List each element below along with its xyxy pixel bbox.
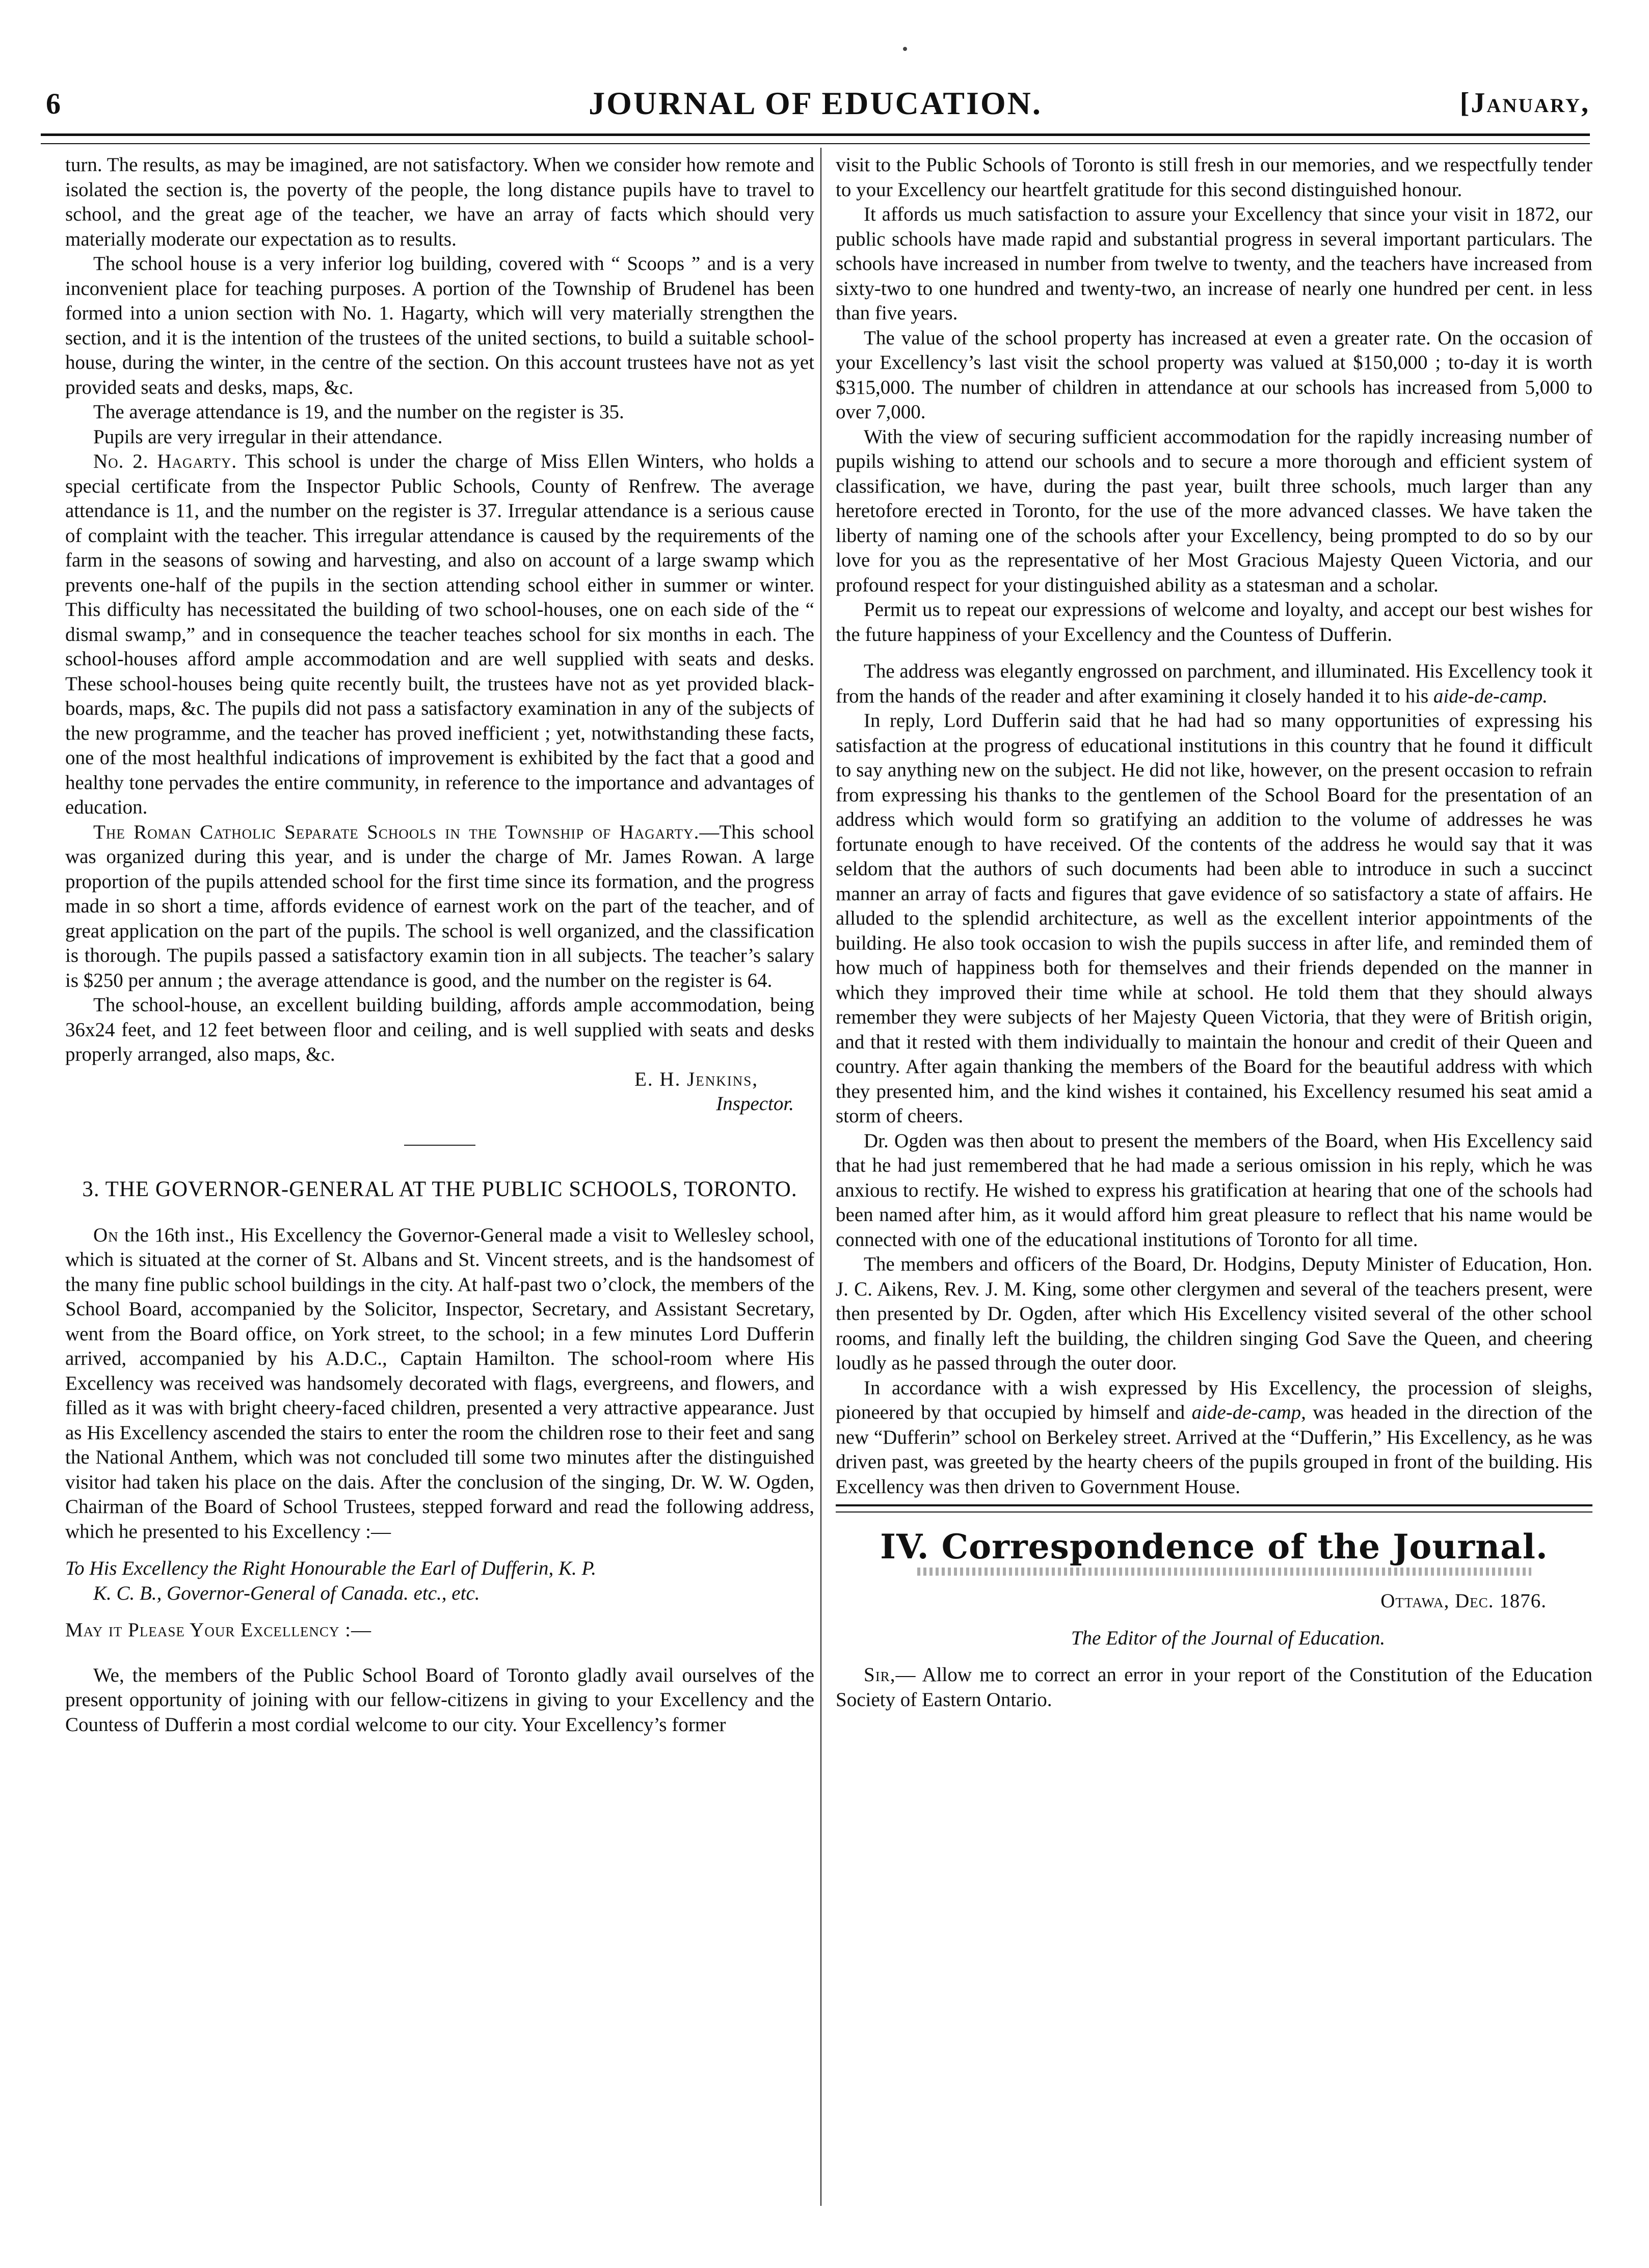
issue-month: [January, <box>1459 87 1590 119</box>
paragraph: With the view of securing sufficient accommodation for the rapidly increasing number of pupils wishing to attend our schools and to secure a more thorough and efficient system of classification, we have, during the past year, built three schools, much larger than any heretofore erected in Toronto, for the use of the more advanced classes. We have taken the liberty of naming one of the schools after your Excellency, being prompted to do so by our love for you as the representative of her Most Gracious Majesty Queen Victoria, and our profound respect for your distinguished ability as a statesman and a scholar. <box>836 425 1592 596</box>
paragraph <box>65 820 814 993</box>
paragraph-lead: No. 2. Hagarty. <box>93 450 237 472</box>
spacer <box>836 647 1592 659</box>
spacer <box>65 1606 814 1618</box>
paragraph-lead: Sir, <box>864 1664 896 1686</box>
paragraph-body: — Allow me to correct an error in your report of the Constitution of the Education Society of Eastern Ontario. <box>836 1664 1592 1711</box>
paragraph <box>836 659 1592 709</box>
letter-addressee: The Editor of the Journal of Education. <box>1071 1627 1386 1649</box>
paragraph <box>65 1223 814 1545</box>
paragraph-body: the 16th inst., His Excellency the Governor-General made a visit to Wellesley school, which is situated at the corner of St. Albans and St. Vincent streets, and is the handsomest of the many fine public school buildings in the city. At half-past two o’clock, the members of the School Board, accompanied by the Solicitor, Inspector, Secretary, and Assistant Secretary, went from the Board office, on York street, to the school; in a few minutes Lord Dufferin arrived, accompanied by his A.D.C., Captain Hamilton. The school-room where His Excellency was received was handsomely decorated with flags, evergreens, and flowers, and filled as it was with bright cheery-faced children, presented a very attractive appearance. Just as His Excellency ascended the stairs to enter the room the children rose to their feet and sang the National Anthem, which was not concluded till some two minutes after the distinguished visitor had taken his place on the dais. After the conclusion of the singing, Dr. W. W. Ogden, Chairman of the Board of School Trustees, stepped forward and read the following address, which he presented to his Excellency :— <box>65 1224 814 1543</box>
paragraph: The school-house, an excellent building building, affords ample accommodation, being 36x24 feet, and 12 feet between floor and ceiling, and is well supplied with seats and desks properly arranged, also maps, &c. <box>65 994 814 1065</box>
header-double-rule <box>41 133 1590 144</box>
print-speck <box>903 47 907 51</box>
page-header <box>41 82 1590 127</box>
signature-role: Inspector. <box>716 1093 794 1115</box>
paragraph: Pupils are very irregular in their attendance. <box>93 425 443 448</box>
paragraph-body: The address was elegantly engrossed on parchment, and illuminated. His Excellency took it from the hands of the reader and after examining it closely handed it to his <box>836 660 1592 707</box>
italic-term: aide-de-camp, <box>1191 1401 1306 1423</box>
address-recipient-line: To His Excellency the Right Honourable the Earl of Dufferin, K. P. <box>65 1557 597 1579</box>
address-recipient <box>65 1556 814 1606</box>
letter-dateline: Ottawa, Dec. 1876. <box>1380 1590 1547 1612</box>
left-column <box>65 153 814 2221</box>
italic-term: aide-de-camp. <box>1433 685 1548 707</box>
spacer <box>836 1651 1592 1663</box>
ornamental-rule <box>917 1568 1531 1576</box>
paragraph: The members and officers of the Board, Dr. Hodgins, Deputy Minister of Education, Hon. J. C. Aikens, Rev. J. M. King, some other clergymen and several of the teachers present, were then presented by Dr. Ogden, after which His Excellency visited several of the other school rooms, and finally left the building, the children singing God Save the Queen, and cheering loudly as he passed through the outer door. <box>836 1253 1592 1374</box>
paragraph: Permit us to repeat our expressions of welcome and loyalty, and accept our best wishes for the future happiness of your Excellency and the Countess of Dufferin. <box>836 599 1592 645</box>
paragraph: visit to the Public Schools of Toronto is still fresh in our memories, and we respectfully tender to your Excellency our heartfelt gratitude for this second distinguished honour. <box>836 154 1592 201</box>
correspondence-heading: IV. Correspondence of the Journal. <box>880 1527 1548 1567</box>
signature-name: E. H. Jenkins, <box>634 1068 758 1090</box>
paragraph <box>65 449 814 820</box>
section-double-rule <box>836 1504 1592 1513</box>
paragraph: The school house is a very inferior log building, covered with “ Scoops ” and is a very inconvenient place for teaching purposes. A portion of the Township of Brudenel has been formed into a union section with No. 1. Hagarty, which will very materially strengthen the section, and it is the intention of the trustees of the united sections, to build a suitable school-house, during the winter, in the centre of the section. On this account trustees have not as yet provided seats and desks, maps, &c. <box>65 253 814 398</box>
paragraph-body: —This school was organized during this year, and is under the charge of Mr. James Rowan. A large proportion of the pupils attended school for the first time since its formation, and the progress made in so short a time, affords evidence of earnest work on the part of the teacher, and of great application on the part of the pupils. The school is well organized, and the classification is thorough. The pupils passed a satisfactory examin tion in all subjects. The teacher’s salary is $250 per annum ; the average attendance is good, and the number on the register is 64. <box>65 821 814 991</box>
paragraph: We, the members of the Public School Board of Toronto gladly avail ourselves of the present opportunity of joining with our fellow-citizens in giving to your Excellency and the Countess of Dufferin a most cordial welcome to our city. Your Excellency’s former <box>65 1664 814 1736</box>
salutation: May it Please Your Excellency :— <box>65 1619 371 1641</box>
paragraph-lead: The Roman Catholic Separate Schools in the Township of Hagarty. <box>93 821 700 843</box>
paragraph-body: was headed in the direction of the new “Dufferin” school on Berkeley street. Arrived at the “Dufferin,” His Excellency, as he was driven past, was greeted by the hearty cheers of the pupils grouped in front of the building. His Excellency was then driven to Government House. <box>836 1401 1592 1498</box>
paragraph-body: This school is under the charge of Miss Ellen Winters, who holds a special certificate from the Inspector Public Schools, County of Renfrew. The average attendance is 11, and the number on the register is 37. Irregular attendance is a serious cause of complaint with the teacher. This irregular attendance is caused by the requirements of the farm in the seasons of sowing and harvesting, and also on account of a large swamp which prevents one-half of the pupils in the section attending school either in summer or winter. This difficulty has necessitated the building of two school-houses, one on each side of the “ dismal swamp,” and in consequence the teacher teaches school for six months in each. The school-houses afford ample accommodation and are well supplied with seats and desks. These school-houses being quite recently built, the trustees have not as yet provided black-boards, maps, &c. The pupils did not pass a satisfactory examination in any of the subjects of the new programme, and the teacher has proved inefficient ; yet, notwithstanding these facts, one of the most healthful indications of improvement is exhibited by the fact that a good and healthy tone pervades the entire community, in reference to the importance and advantages of education. <box>65 450 814 818</box>
page-number: 6 <box>46 87 61 120</box>
spacer <box>65 1643 814 1663</box>
paragraph-lead: On <box>93 1224 119 1246</box>
address-recipient-line: K. C. B., Governor-General of Canada. etc., etc. <box>93 1582 480 1604</box>
paragraph: The value of the school property has increased at even a greater rate. On the occasion of your Excellency’s last visit the school property was valued at $150,000 ; to-day it is worth $315,000. The number of children in attendance at our schools has increased from 5,000 to over 7,000. <box>836 327 1592 423</box>
paragraph: turn. The results, as may be imagined, are not satisfactory. When we consider how remote and isolated the section is, the poverty of the people, the long distance pupils have to travel to school, and the great age of the teacher, we have an array of facts which should very materially moderate our expectation as to results. <box>65 154 814 250</box>
spacer <box>65 1544 814 1556</box>
journal-title: JOURNAL OF EDUCATION. <box>589 85 1042 121</box>
inspector-signature <box>65 1067 794 1117</box>
paragraph: The average attendance is 19, and the number on the register is 35. <box>93 401 624 423</box>
paragraph <box>836 1663 1592 1712</box>
paragraph-body: In accordance with a wish expressed by His Excellency, the procession of sleighs, pioneered by that occupied by himself and <box>836 1376 1592 1423</box>
paragraph: Dr. Ogden was then about to present the members of the Board, when His Excellency said that he had just remembered that he had made a serious omission in his reply, which he was anxious to rectify. He wished to express his gratification at hearing that one of the schools had been named after him, as it would afford him great pleasure to reflect that his name would be connected with one of the educational institutions of Toronto for all time. <box>836 1129 1592 1251</box>
column-divider <box>820 148 821 2206</box>
spacer <box>836 1614 1592 1626</box>
section-separator <box>404 1145 475 1146</box>
paragraph: In reply, Lord Dufferin said that he had had so many opportunities of expressing his satisfaction at the progress of educational institutions in this country that he found it difficult to say anything new on the subject. He did not like, however, on the present occasion to refrain from expressing his thanks to the gentlemen of the School Board for the presentation of an address which would form so gratifying an addition to the volume of addresses he was fortunate enough to have received. Of the contents of the address he would say that it was seldom that the authors of such documents had been able to introduce in such a succinct manner an array of facts and figures that gave evidence of so satisfactory a state of affairs. He alluded to the splendid architecture, as well as the excellent interior appointments of the building. He also took occasion to wish the pupils success in after life, and reminded them of how much of happiness both for themselves and their friends depended on the manner in which they improved their time while at school. He told them that they should always remember they were subjects of her Majesty Queen Victoria, that they were of British origin, and that it rested with them individually to maintain the honour and credit of their Queen and country. After again thanking the members of the Board for the beautiful address with which they presented him, and the kind wishes it contained, his Excellency resumed his seat amid a storm of cheers. <box>836 710 1592 1127</box>
section-heading: 3. THE GOVERNOR-GENERAL AT THE PUBLIC SCHOOLS, TORONTO. <box>82 1177 797 1201</box>
paragraph <box>836 1376 1592 1500</box>
right-column <box>836 153 1592 2191</box>
paragraph: It affords us much satisfaction to assure your Excellency that since your visit in 1872, our public schools have made rapid and substantial progress in several important particulars. The schools have increased in number from twelve to twenty, and the teachers have increased from sixty-two to one hundred and twenty-two, an increase of nearly one hundred per cent. in less than five years. <box>836 203 1592 324</box>
